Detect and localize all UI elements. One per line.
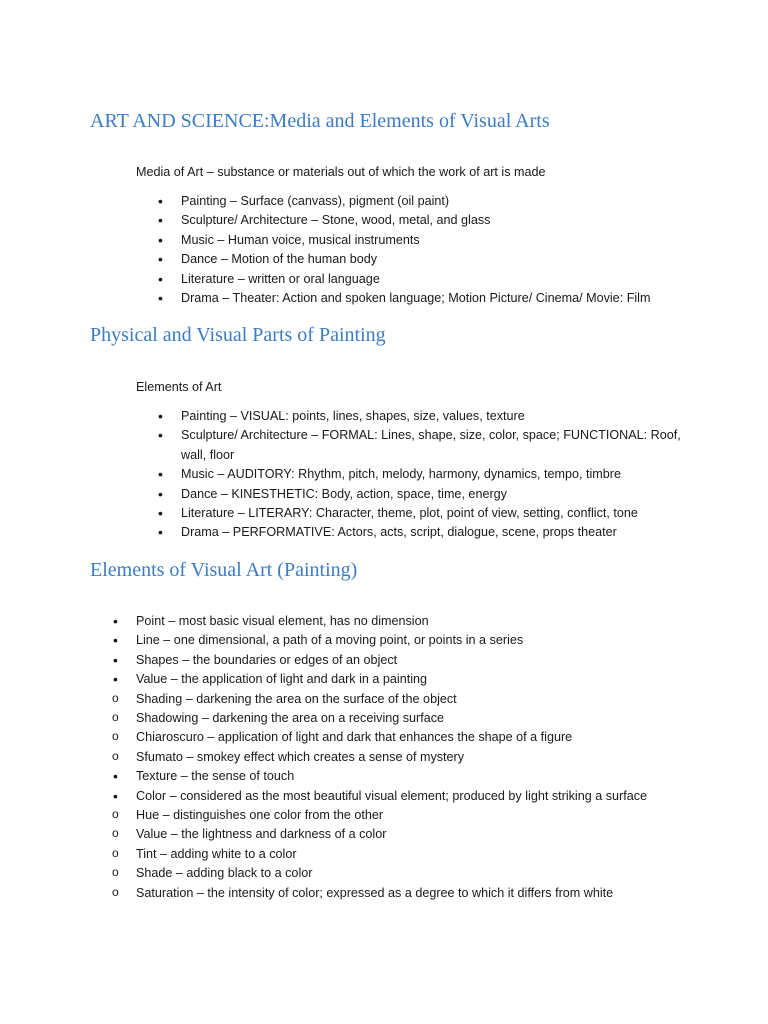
sub-list-item: o Hue – distinguishes one color from the other bbox=[136, 806, 696, 825]
list-item: • Shapes – the boundaries or edges of an object bbox=[136, 651, 696, 670]
section-heading-elements-visual-art: Elements of Visual Art (Painting) bbox=[90, 559, 358, 581]
sub-list-item: o Sfumato – smokey effect which creates a sense of mystery bbox=[136, 748, 696, 767]
elements-of-art-list bbox=[181, 407, 681, 543]
sub-list-item: o Shadowing – darkening the area on a receiving surface bbox=[136, 709, 696, 728]
color-sub-list bbox=[136, 806, 696, 903]
list-item: • Literature – LITERARY: Character, theme, plot, point of view, setting, conflict, tone bbox=[181, 504, 681, 523]
list-item: • Drama – Theater: Action and spoken language; Motion Picture/ Cinema/ Movie: Film bbox=[181, 289, 711, 308]
list-item: • Dance – Motion of the human body bbox=[181, 250, 711, 269]
section-heading-physical-visual: Physical and Visual Parts of Painting bbox=[90, 324, 386, 346]
value-sub-list bbox=[136, 690, 696, 768]
list-item: • Painting – VISUAL: points, lines, shapes, size, values, texture bbox=[181, 407, 681, 426]
title-heading: ART AND SCIENCE:Media and Elements of Visual Arts bbox=[90, 110, 550, 132]
list-item: • Texture – the sense of touch bbox=[136, 767, 696, 786]
list-item: • Line – one dimensional, a path of a moving point, or points in a series bbox=[136, 631, 696, 650]
list-item: • Point – most basic visual element, has no dimension bbox=[136, 612, 696, 631]
sub-list-item: o Tint – adding white to a color bbox=[136, 845, 696, 864]
list-item: • Literature – written or oral language bbox=[181, 270, 711, 289]
list-item: • Dance – KINESTHETIC: Body, action, space, time, energy bbox=[181, 485, 681, 504]
elements-of-visual-art-list bbox=[136, 612, 696, 903]
list-item: • Sculpture/ Architecture – FORMAL: Lines, shape, size, color, space; FUNCTIONAL: Roof, wall, floor bbox=[181, 426, 681, 465]
list-item: • Sculpture/ Architecture – Stone, wood, metal, and glass bbox=[181, 211, 711, 230]
sub-list-item: o Shade – adding black to a color bbox=[136, 864, 696, 883]
media-of-art-intro: Media of Art – substance or materials out of which the work of art is made bbox=[136, 165, 546, 179]
sub-list-item: o Chiaroscuro – application of light and dark that enhances the shape of a figure bbox=[136, 728, 696, 747]
elements-of-art-intro: Elements of Art bbox=[136, 380, 222, 394]
sub-list-item: o Saturation – the intensity of color; expressed as a degree to which it differs from white bbox=[136, 884, 696, 903]
list-item: • Color – considered as the most beautiful visual element; produced by light striking a surface o Hue – distinguishes one color from the other o Value – the lightness and darkness of a color o Tint – adding white to a color o Shade – adding black to a color o Saturation – the intensity of color; expressed as a degree to which it differs from white bbox=[136, 787, 696, 903]
list-item: • Value – the application of light and dark in a painting o Shading – darkening the area on the surface of the object o Shadowing – darkening the area on a receiving surface o Chiaroscuro – application of light and dark that enhances the shape of a figure o Sfumato – smokey effect which creates a sense of mystery bbox=[136, 670, 696, 767]
sub-list-item: o Shading – darkening the area on the surface of the object bbox=[136, 690, 696, 709]
sub-list-item: o Value – the lightness and darkness of a color bbox=[136, 825, 696, 844]
list-item: • Painting – Surface (canvass), pigment (oil paint) bbox=[181, 192, 711, 211]
list-item: • Drama – PERFORMATIVE: Actors, acts, script, dialogue, scene, props theater bbox=[181, 523, 681, 542]
list-item: • Music – Human voice, musical instruments bbox=[181, 231, 711, 250]
list-item: • Music – AUDITORY: Rhythm, pitch, melody, harmony, dynamics, tempo, timbre bbox=[181, 465, 681, 484]
media-of-art-list bbox=[181, 192, 711, 308]
